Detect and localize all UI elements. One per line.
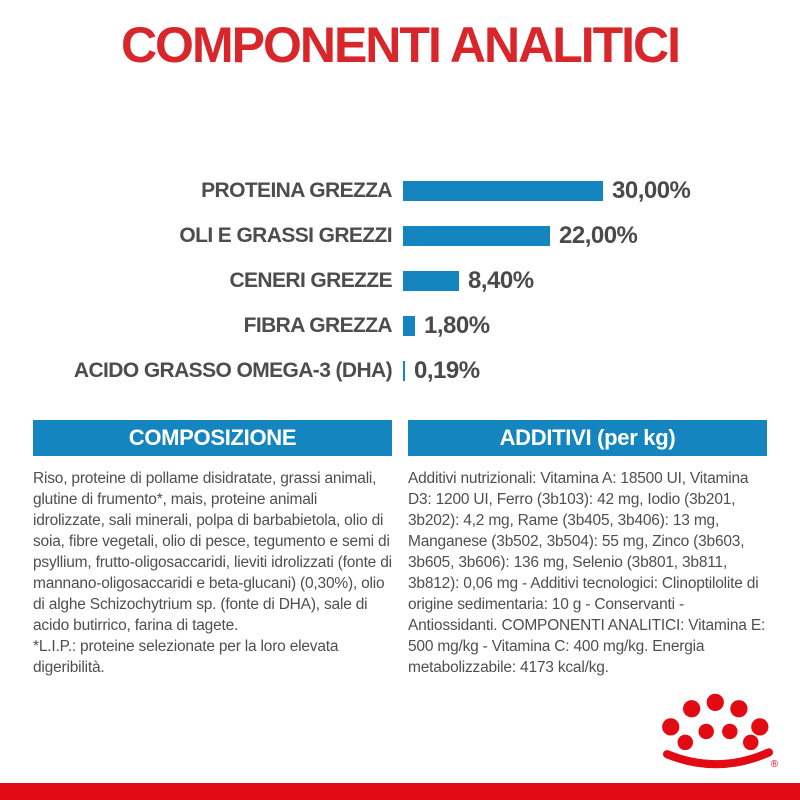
registered-trademark-symbol: ® <box>770 758 778 770</box>
chart-category-label: FIBRA GREZZA <box>243 313 392 337</box>
chart-bar-segment <box>403 226 550 246</box>
additivi-header: ADDITIVI (per kg) <box>408 420 767 456</box>
chart-category-label: CENERI GREZZE <box>229 268 392 292</box>
chart-bar-segment <box>403 361 405 381</box>
chart-value-label: 30,00% <box>612 176 691 204</box>
chart-row <box>0 303 800 348</box>
composizione-text: Riso, proteine di pollame disidratate, grassi animali, glutine di frumento*, mais, proteine animali idrolizzate, sali minerali, polpa di barbabietola, olio di soia, fibre vegetali, olio di pesce, tegumento e semi di psyllium, frutto-oligosaccaridi, lieviti idrolizzati (fonte di mannano-oligosaccaridi e beta-glucani) (0,30%), olio di alghe Schizochytrium sp. (fonte di DHA), sale di acido butirrico, farina di tagete. <box>33 470 392 634</box>
composizione-body <box>33 468 392 678</box>
chart-bar-segment <box>403 181 603 201</box>
chart-value-label: 8,40% <box>468 266 534 294</box>
chart-row <box>0 213 800 258</box>
chart-value-label: 1,80% <box>424 311 490 339</box>
chart-category-label: OLI E GRASSI GREZZI <box>179 223 392 247</box>
chart-row <box>0 168 800 213</box>
additivi-body: Additivi nutrizionali: Vitamina A: 18500 UI, Vitamina D3: 1200 UI, Ferro (3b103): 42 mg, Iodio (3b201, 3b202): 4,2 mg, Rame (3b405, 3b406): 13 mg, Manganese (3b502, 3b504): 55 mg, Zinco (3b603, 3b605, 3b606): 136 mg, Selenio (3b801, 3b811, 3b812): 0,06 mg - Additivi tecnologici: Clinoptilolite di origine sedimentaria: 10 g - Conservanti - Antiossidanti. COMPONENTI ANALITICI: Vitamina E: 500 mg/kg - Vitamina C: 400 mg/kg. Energia metabolizzabile: 4173 kcal/kg. <box>408 470 766 676</box>
brand-red-footer-bar <box>0 783 800 800</box>
info-sections <box>33 420 767 678</box>
chart-row <box>0 348 800 393</box>
chart-bar-segment <box>403 271 459 291</box>
composizione-footnote: *L.I.P.: proteine selezionate per la loro elevata digeribilità. <box>33 638 339 676</box>
chart-value-label: 22,00% <box>559 221 638 249</box>
chart-value-label: 0,19% <box>414 356 480 384</box>
bar-chart <box>0 168 800 393</box>
royal-canin-crown-logo <box>658 690 778 782</box>
chart-bar-segment <box>403 316 415 336</box>
chart-category-label: ACIDO GRASSO OMEGA-3 (DHA) <box>73 358 392 382</box>
chart-row <box>0 258 800 303</box>
chart-category-label: PROTEINA GREZZA <box>201 178 392 202</box>
section-additivi <box>408 420 767 678</box>
section-composizione <box>33 420 392 678</box>
page-title: COMPONENTI ANALITICI <box>120 17 680 73</box>
composizione-header: COMPOSIZIONE <box>33 420 392 456</box>
